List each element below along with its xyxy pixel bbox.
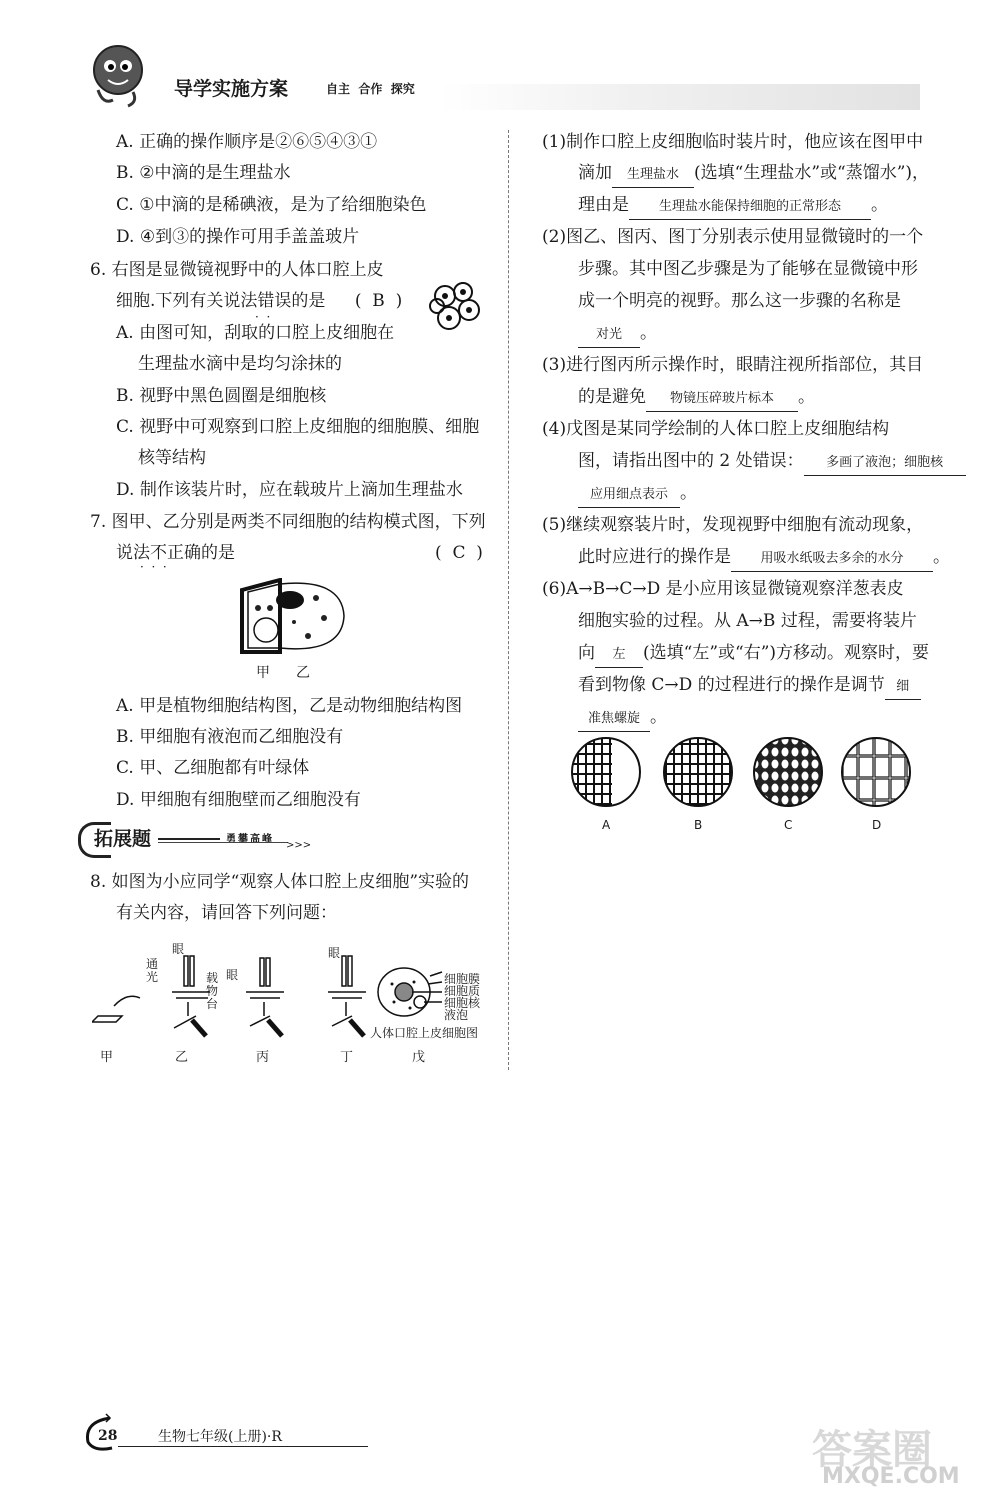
book-title: 生物七年级(上册)·R xyxy=(158,1429,282,1445)
r-q1-line3: 理由是 生理盐水能保持细胞的正常形态 。 xyxy=(578,193,888,220)
q8-cell-label-vacuole: 液泡 xyxy=(444,1008,469,1022)
r-q2-answer: 对光 xyxy=(578,323,640,348)
page-number: 28 xyxy=(98,1428,118,1444)
mascot-logo xyxy=(78,40,158,110)
onion-cells-figure xyxy=(570,734,950,814)
header-decoration xyxy=(440,84,920,110)
r-q2-line4: 对光 。 xyxy=(578,321,657,348)
column-divider xyxy=(508,130,509,1070)
q8-panel-yi: 乙 xyxy=(175,1050,189,1065)
r-q5-answer: 用吸水纸吸去多余的水分 xyxy=(731,547,933,572)
r-q6-line1: (6)A→B→C→D 是小应用该显微镜观察洋葱表皮 xyxy=(542,579,904,599)
q6-answer: B xyxy=(372,291,385,311)
q6-stem-line2: 细胞.下列有关说法错误的是 ( B ) xyxy=(116,291,403,311)
q7-cell-figure xyxy=(232,578,352,658)
r-q6-answer-2a: 细 xyxy=(885,675,921,700)
q8-cell-caption: 人体口腔上皮细胞图 xyxy=(370,1026,479,1040)
r-q5-line1: (5)继续观察装片时，发现视野中细胞有流动现象， xyxy=(542,515,924,535)
r-q1-answer-2: 生理盐水能保持细胞的正常形态 xyxy=(629,195,871,220)
q6-option-a1: A. 由图可知，刮取的口腔上皮细胞在 xyxy=(116,323,395,343)
q7-answer-bracket: ( C ) xyxy=(435,543,483,563)
q7-emphasis-dots: · · · xyxy=(140,560,167,574)
q8-panel-jia: 甲 xyxy=(100,1050,114,1065)
section-subtitle: 勇攀高峰 xyxy=(226,834,274,845)
r-q1-answer-1: 生理盐水 xyxy=(612,163,694,188)
section-title: 拓展题 xyxy=(94,828,152,850)
q8-fig-eye-2: 眼 xyxy=(226,968,239,982)
q8-cell-label-nucleus: 细胞核 xyxy=(444,996,481,1010)
r-q4-line3: 应用细点表示 。 xyxy=(578,481,697,508)
header-title: 导学实施方案 xyxy=(174,78,289,100)
q7-option-a: A. 甲是植物细胞结构图，乙是动物细胞结构图 xyxy=(116,696,463,716)
q6-stem-line1: 6. 右图是显微镜视野中的人体口腔上皮 xyxy=(90,260,384,280)
r-q6-line5: 准焦螺旋 。 xyxy=(578,705,667,732)
q7-option-d: D. 甲细胞有细胞壁而乙细胞没有 xyxy=(116,790,361,810)
q8-fig-stage: 载物台 xyxy=(206,971,219,1011)
q5-option-d: D. ④到③的操作可用手盖盖玻片 xyxy=(116,227,360,247)
r-q6-answer-1: 左 xyxy=(595,643,643,668)
r-q2-line2: 步骤。其中图乙步骤是为了能够在显微镜中形 xyxy=(578,259,918,279)
q6-option-c2: 核等结构 xyxy=(138,448,206,468)
onion-label-a: A xyxy=(602,818,611,832)
q7-option-c: C. 甲、乙细胞都有叶绿体 xyxy=(116,758,310,778)
r-q4-answer-2: 应用细点表示 xyxy=(578,483,680,508)
q8-fig-eye-3: 眼 xyxy=(328,946,341,960)
q8-stem-line1: 8. 如图为小应同学“观察人体口腔上皮细胞”实验的 xyxy=(90,872,470,892)
section-rule xyxy=(158,838,220,840)
q8-panel-wu: 戊 xyxy=(412,1050,426,1065)
onion-label-c: C xyxy=(784,818,793,832)
r-q2-line1: (2)图乙、图丙、图丁分别表示使用显微镜时的一个 xyxy=(542,227,924,247)
r-q4-line1: (4)戊图是某同学绘制的人体口腔上皮细胞结构 xyxy=(542,419,890,439)
q8-panel-bing: 丙 xyxy=(256,1050,270,1065)
watermark-logo: 答案圈 xyxy=(812,1427,932,1473)
r-q2-line3: 成一个明亮的视野。那么这一步骤的名称是 xyxy=(578,291,901,311)
r-q1-line2: 滴加 生理盐水 (选填“生理盐水”或“蒸馏水”)， xyxy=(578,161,929,188)
q5-option-b: B. ②中滴的是生理盐水 xyxy=(116,163,291,183)
q6-option-d: D. 制作该装片时，应在载玻片上滴加生理盐水 xyxy=(116,480,463,500)
q6-emphasis-dots: · · xyxy=(255,310,271,324)
q5-option-a: A. 正确的操作顺序是②⑥⑤④③① xyxy=(116,132,378,152)
r-q4-line2: 图，请指出图中的 2 处错误： 多画了液泡；细胞核 xyxy=(578,449,966,476)
q8-cell-label-membrane: 细胞膜 xyxy=(444,972,481,986)
r-q1-line1: (1)制作口腔上皮细胞临时装片时，他应该在图甲中 xyxy=(542,132,924,152)
r-q3-line2: 的是避免 物镜压碎玻片标本 。 xyxy=(578,385,815,412)
q7-fig-label-jia: 甲 xyxy=(256,665,270,681)
q5-option-c: C. ①中滴的是稀碘液，是为了给细胞染色 xyxy=(116,195,427,215)
section-arrows: >>> xyxy=(286,840,312,851)
header-subtitle: 自主 合作 探究 xyxy=(326,82,415,96)
r-q6-answer-2b: 准焦螺旋 xyxy=(578,707,650,732)
q6-cell-figure xyxy=(425,278,485,338)
section-underline xyxy=(158,842,288,843)
q7-stem-line2: 说法不正确的是 xyxy=(116,543,235,563)
q6-option-a2: 生理盐水滴中是均匀涂抹的 xyxy=(138,354,342,374)
r-q3-answer: 物镜压碎玻片标本 xyxy=(646,387,798,412)
q8-fig-light: 通光 xyxy=(146,957,159,984)
r-q6-line4: 看到物像 C→D 的过程进行的操作是调节 细 xyxy=(578,673,921,700)
footer-rule xyxy=(118,1446,368,1447)
q8-fig-eye-1: 眼 xyxy=(172,942,185,956)
q7-option-b: B. 甲细胞有液泡而乙细胞没有 xyxy=(116,727,344,747)
r-q5-line2: 此时应进行的操作是 用吸水纸吸去多余的水分 。 xyxy=(578,545,950,572)
watermark-url: MXQE.COM xyxy=(822,1464,960,1489)
q8-panel-ding: 丁 xyxy=(340,1050,354,1065)
q6-option-b: B. 视野中黑色圆圈是细胞核 xyxy=(116,386,327,406)
r-q6-line3: 向 左 (选填“左”或“右”)方移动。观察时，要 xyxy=(578,641,929,668)
q7-fig-label-yi: 乙 xyxy=(296,665,310,681)
r-q4-answer-1: 多画了液泡；细胞核 xyxy=(804,451,966,476)
r-q6-line2: 细胞实验的过程。从 A→B 过程，需要将装片 xyxy=(578,611,917,631)
onion-label-d: D xyxy=(872,818,882,832)
onion-label-b: B xyxy=(694,818,703,832)
q8-cell-label-cytoplasm: 细胞质 xyxy=(444,984,481,998)
q8-stem-line2: 有关内容，请回答下列问题： xyxy=(116,903,337,923)
r-q3-line1: (3)进行图丙所示操作时，眼睛注视所指部位，其目 xyxy=(542,355,924,375)
q7-answer: C xyxy=(452,543,466,563)
q7-stem-line1: 7. 图甲、乙分别是两类不同细胞的结构模式图，下列 xyxy=(90,512,486,532)
q6-option-c1: C. 视野中可观察到口腔上皮细胞的细胞膜、细胞 xyxy=(116,417,480,437)
